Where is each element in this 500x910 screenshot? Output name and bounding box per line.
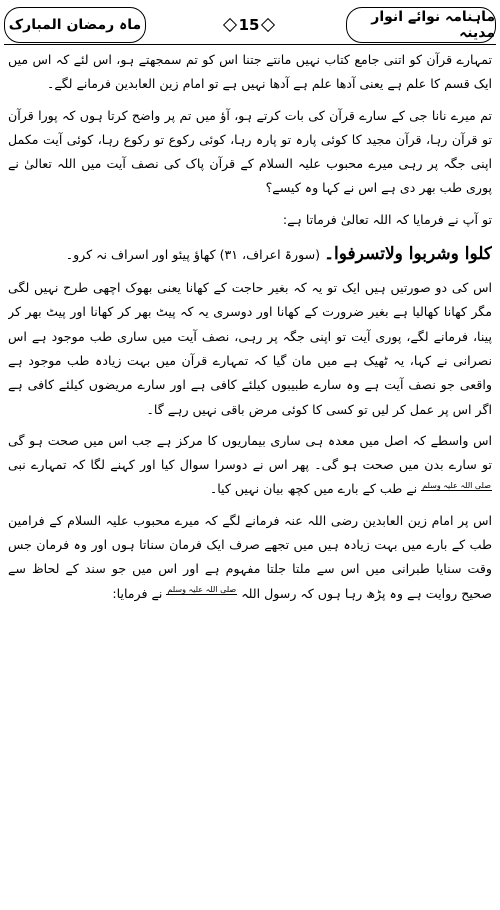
honorific-symbol: صلی اللہ علیہ وسلم: [422, 481, 491, 491]
honorific-symbol-2: صلی اللہ علیہ وسلم: [167, 585, 237, 595]
paragraph-6-end: نے فرمایا:: [112, 585, 163, 601]
ornament-icon: [222, 18, 236, 32]
paragraph-3: تو آپ نے فرمایا کہ اللہ تعالیٰ فرماتا ہے:: [282, 211, 492, 227]
verse-translation: (سورۃ اعراف، ۳۱) کھاؤ پیئو اور اسراف نہ کرو۔: [65, 247, 321, 263]
paragraph-5-text: اس واسطے کہ اصل میں معدہ ہی ساری بیماریوں کا مرکز ہے جب اس میں صحت ہو گی تو سارے بدن میں صحت ہو گی۔ پھر اس نے دوسرا سوال کیا اور کہنے لگا کہ تمہارے نبی: [8, 432, 492, 473]
page-number: 15: [238, 16, 260, 34]
page-header: [4, 4, 496, 48]
paragraph-5-end: نے طب کے بارے میں کچھ بیان نہیں کیا۔: [209, 481, 418, 497]
header-divider: [4, 44, 496, 45]
magazine-title: ماہنامہ نوائے انوار مدینہ: [346, 7, 496, 43]
paragraph-1: تمہارے قرآن کو اتنی جامع کتاب نہیں مانتے جتنا اس کو تم سمجھتے ہو، اس لئے کہ اس میں ایک قسم کا علم ہے یعنی آدھا علم ہے آدھا نہیں ہے تو امام زین العابدین فرمانے لگے۔: [8, 52, 492, 92]
issue-month: ماہ رمضان المبارک: [4, 7, 146, 43]
paragraph-2: تم میرے نانا جی کے سارے قرآن کی بات کرتے ہو، آؤ میں تم پر واضح کرتا ہوں کہ پورا قرآن تو قرآن رہا، قرآن مجید کا کوئی پارہ تو پارہ رہا، کوئی رکوع تو رکوع رہا، کوئی آیت مکمل اپنی جگہ پر رہی میرے محبوب علیہ السلام کے قرآن پاک کی نصف آیت میں اللہ تعالیٰ نے پوری طب بھر دی ہے اس نے کہا وہ کیسے؟: [8, 107, 492, 196]
article-body: [8, 48, 492, 906]
paragraph-5: [8, 429, 492, 502]
ornament-icon: [261, 18, 275, 32]
verse-arabic: کلوا وشربوا ولاتسرفوا۔: [324, 244, 492, 265]
page-number-box: [209, 14, 289, 36]
paragraph-6-text: اس پر امام زین العابدین رضی اللہ عنہ فرمانے لگے کہ میرے محبوب علیہ السلام کے فرامین طب کے بارے میں بہت زیادہ ہیں میں تجھے صرف ایک فرمان سناتا ہوں اور وہ فرمان جس وقت سنایا طبرانی میں اس سے ملتا جلتا مفہوم ہے اور اس میں جو سند کے لحاظ سے صحیح روایت ہے وہ پڑھ رہا ہوں کہ رسول اللہ: [8, 512, 492, 601]
paragraph-4: اس کی دو صورتیں ہیں ایک تو یہ کہ بغیر حاجت کے کھانا یعنی بھوک اچھی طرح نہیں لگی مگر کھانا کھالیا ہے بغیر ضرورت کے کھانا اور دوسری یہ کہ پیٹ بھر کر کھانا اور پیٹ بھر کر پینا، فرمانے لگے، پوری آیت تو اپنی جگہ پر رہی، نصف آیت میں ساری طب موجود ہے اس نصرانی نے کہا، یہ ٹھیک ہے میں مان گیا کہ تمہارے قرآن میں بہت زیادہ طب موجود ہے واقعی جو نصف آیت ہے وہ سارے طبیبوں کیلئے کافی ہے اور سارے مریضوں کیلئے کافی ہے اگر اس پر عمل کر لیں تو کسی کا کوئی مرض باقی نہیں رہے گا۔: [8, 280, 492, 417]
paragraph-6: [8, 509, 492, 606]
verse-line: [8, 239, 492, 269]
